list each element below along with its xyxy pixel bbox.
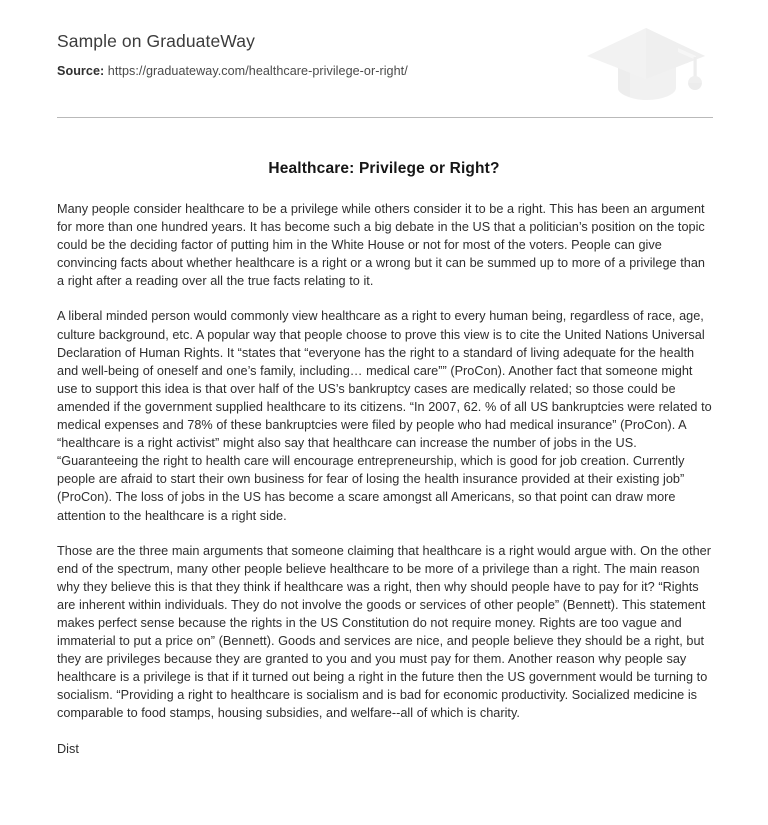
body-paragraph: Those are the three main arguments that someone claiming that healthcare is a right would argue with. On the other end of the spectrum, many other people believe healthcare to be more of a privilege than a right. The main reason why they believe this is that they think if healthcare was a right, then why should people have to pay for it? “Rights are inherent within individuals. They do not involve the goods or services of other people” (Bennett). This statement makes perfect sense because the rights in the US Constitution do not require money. Rights are too vague and immaterial to put a price on” (Bennett). Goods and services are nice, and people believe they should be a right, but they are privileges because they are granted to you and you must pay for them. Another reason why people say healthcare is a privilege is that if it turned out being a right in the future then the US government would be turning to socialism. “Providing a right to healthcare is socialism and is bad for economic productivity. Socialized medicine is comparable to food stamps, housing subsidies, and welfare--all of which is charity. — [57, 543, 711, 721]
source-label: Source: — [57, 64, 105, 78]
brand-title: Sample on GraduateWay — [57, 31, 255, 51]
document-body — [57, 200, 714, 758]
source-line — [57, 64, 408, 78]
source-url[interactable]: https://graduateway.com/healthcare-privilege-or-right/ — [104, 64, 408, 78]
page-title: Healthcare: Privilege or Right? — [268, 160, 500, 178]
header-divider — [57, 117, 713, 118]
body-paragraph: A liberal minded person would commonly view healthcare as a right to every human being, regardless of race, age, culture background, etc. A popular way that people choose to prove this view is to cite the United Nations Universal Declaration of Human Rights. It “states that “everyone has the right to a standard of living adequate for the health and well-being of oneself and one’s family, including… medical care”” (ProCon). Another fact that someone might use to support this idea is that over half of the US’s bankruptcy cases are medically related; so those could be amended if the government supplied healthcare to its citizens. “In 2007, 62. % of all US bankruptcies were related to medical expenses and 78% of these bankruptcies were filed by people who had medical insurance” (ProCon). A “healthcare is a right activist” might also say that healthcare can increase the number of jobs in the US. “Guaranteeing the right to health care will encourage entrepreneurship, which is good for job creation. Currently people are afraid to start their own business for fear of losing the health insurance provided at their existing job” (ProCon). The loss of jobs in the US has become a scare amongst all Americans, so that point can draw more attention to the healthcare is a right side. — [57, 309, 712, 523]
body-paragraph: Many people consider healthcare to be a privilege while others consider it to be a right. This has been an argument for more than one hundred years. It has become such a big debate in the US that a politician’s position on the topic could be the deciding factor of putting him in the White House or not for most of the voters. People can give convincing facts about whether healthcare is a right or a wrong but it can be summed up to more of a privilege than a right after a reading over all the true facts relating to it. — [57, 202, 705, 289]
body-paragraph-truncated: Dist — [57, 741, 79, 756]
graduation-cap-icon — [583, 16, 709, 106]
